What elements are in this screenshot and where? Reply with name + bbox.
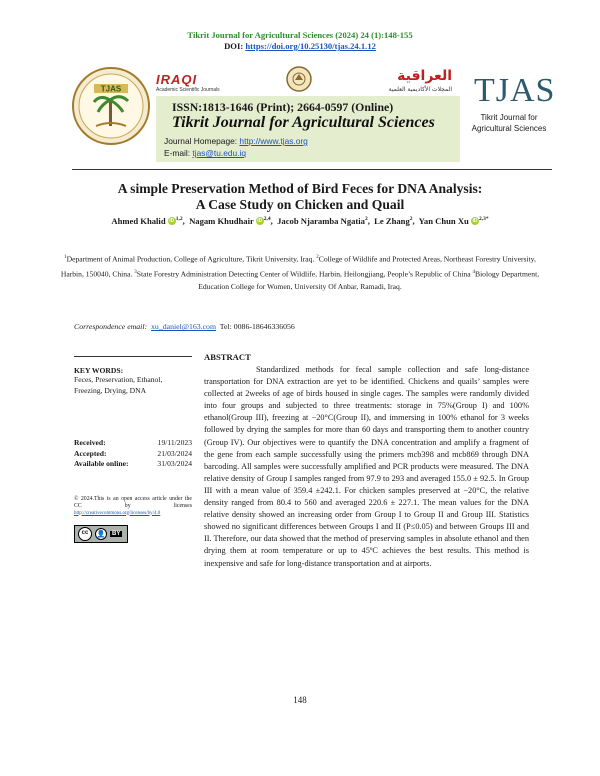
affiliations (60, 251, 540, 293)
received-date: 19/11/2023 (157, 438, 192, 447)
accepted-date: 21/03/2024 (157, 448, 192, 458)
homepage-link[interactable]: http://www.tjas.org (239, 136, 308, 146)
orcid-icon[interactable]: iD (169, 218, 175, 224)
issn-line: ISSN:1813-1646 (Print); 2664-0597 (Online) (172, 100, 394, 114)
online-date: 31/03/2024 (157, 459, 192, 468)
journal-citation-line: Tikrit Journal for Agricultural Sciences (2024) 24 (1):148-155 (187, 30, 413, 40)
email-label: E-mail: (164, 148, 193, 158)
abstract-section (204, 352, 529, 570)
paper-title-line-2: A Case Study on Chicken and Quail (195, 197, 405, 212)
author-name: Jacob Njaramba Ngatia (277, 216, 365, 226)
keywords-title: KEY WORDS: (74, 366, 124, 375)
iraqi-logo-text: IRAQI (156, 72, 198, 87)
journal-homepage (164, 136, 308, 146)
arabic-logo-subtitle: المجلات الأكاديمية العلمية (388, 86, 452, 93)
author-affiliation: 2 (364, 216, 368, 223)
paper-title-line-1: A simple Preservation Method of Bird Feces for DNA Analysis: (117, 181, 483, 196)
license-link[interactable]: http://creativecommons.org/licenses/by/4.0 (74, 510, 161, 516)
abstract-body: Standardized methods for fecal sample collection and safe long-distance transportation for DNA extraction are yet to be identified. Chickens and quails’ samples were collected at 2weeks of age of birds housed in single cages. The samples were randomly divided into four groups and subjected to three treatments: storage in 75%(Group I) and 100% ethanol(Group III), freezing at −20°C(Group II), and immersing in 100% ethanol for 3 weeks followed by drying the samples for more than 60 days and transporting them to another country (Group IV). Our objectives were to quantify the DNA concentration and amplify a fragment of the gene from each sample successfully using the primers mcb398 and mcb869 through DNA barcoding. All samples were successfully amplified and PCR products were measured. The DNA relative density of Group I samples ranged from 97.9 to 293 and averaged 155.0 ± 92.5. In Group III with a mean value of 359.4 ±242.1. For chicken samples preserved at −20°C, the relative density ranged from 80.4 to 560 and averaged 220.6 ± 227.1. The mean values for the DNA relative density showed an increasing order from Group I to Group II and Group III. Statistics showed no significant differences between Groups I and II (P≤0.05) and between Groups III and II. Therefore, our data showed that the method of preserving samples in absolute ethanol and then drying them at room temperature or up to 45ºC achieves the best results. This method is inexpensive and safe for long-distance transportation and at airports. (204, 365, 529, 568)
received-label: Received (74, 438, 104, 447)
by-label: BY (112, 530, 121, 537)
correspondence-label: Correspondence email: (74, 322, 148, 331)
journal-email (164, 148, 246, 158)
tjas-brand-subtitle: Tikrit Journal for Agricultural Sciences (471, 113, 547, 133)
author-name: Ahmed Khalid (111, 216, 166, 226)
doi-prefix: DOI: (224, 41, 246, 51)
affiliation-text: Department of Animal Production, College of Agriculture, Tikrit University, Iraq. (66, 254, 317, 264)
masthead-journal-title: Tikrit Journal for Agricultural Sciences (172, 114, 435, 131)
tjas-brand: TJAS (474, 72, 556, 109)
tjas-logo-icon (72, 62, 150, 150)
affiliation-number: 1 (64, 255, 67, 260)
author-name: Le Zhang (374, 216, 410, 226)
license-statement: © 2024.This is an open access article under the CC by licenses (74, 495, 192, 509)
author-affiliation: 2 (409, 216, 413, 223)
online-row (74, 459, 192, 470)
article-info-sidebar (74, 356, 192, 543)
online-label: Available online: (74, 459, 129, 468)
author-affiliation: 2,3* (478, 216, 489, 223)
correspondence-tel: Tel: 0086-18646336056 (219, 322, 295, 331)
iraqi-logo-subtitle: Academic Scientific Journals (156, 87, 220, 93)
received-row: Received: 19/11/2023 (74, 438, 192, 447)
affiliation-number: 2 (316, 255, 319, 260)
cc-icon: cc (78, 527, 92, 541)
page-number: 148 (293, 695, 307, 705)
accepted-row: Accepted: 21/03/2024 (74, 448, 192, 458)
affiliation-text: Biology Department, Education College for Women, University Of Anbar, Ramadi, Iraq. (198, 269, 540, 292)
affiliation-number: 3 (134, 269, 137, 275)
arabic-logo-text: العراقية (397, 68, 452, 84)
journal-masthead (72, 56, 556, 170)
author-name: Nagam Khudhair (189, 216, 254, 226)
author-affiliation: 2,4 (263, 216, 271, 223)
affiliation-text: State Forestry Administration Detecting Center of Wildlife, Harbin, Heilongjiang, People’s Republic of China (136, 269, 473, 279)
author-affiliation: 1,2 (175, 216, 183, 223)
author-name: Yan Chun Xu (418, 216, 469, 226)
logo-text: TJAS (100, 84, 122, 94)
orcid-icon[interactable]: iD (472, 218, 478, 224)
accepted-label: Accepted (74, 448, 104, 458)
correspondence-email-link[interactable]: xu_daniel@163.com (151, 322, 217, 331)
license-text (74, 496, 192, 517)
doi-link[interactable]: https://doi.org/10.25130/tjas.24.1.12 (245, 41, 376, 51)
abstract-title: ABSTRACT (204, 352, 251, 362)
cc-by-license-badge[interactable] (74, 525, 128, 543)
paper-title (0, 181, 600, 213)
keywords-text: Feces, Preservation, Ethanol, Freezing, Drying, DNA (74, 375, 163, 395)
university-seal-icon (286, 66, 312, 92)
affiliation-number: 4 (472, 269, 475, 275)
affiliation-text: College of Wildlife and Protected Areas, Northeast Forestry University, Harbin, 150040, China. (60, 254, 536, 279)
homepage-label: Journal Homepage: (164, 136, 240, 146)
article-dates (74, 438, 192, 470)
author-list: Ahmed Khalid iD $^{1,2}$, Nagam Khudhair iD $^{2,4}$, Jacob Njaramba Ngatia$^2$, Le Zhang$^2$, Yan Chun Xu iD $^{2,3*}$ (111, 216, 489, 226)
email-link[interactable]: tjas@tu.edu.iq (192, 148, 247, 158)
iraqi-journals-logo (156, 72, 220, 93)
doi-line (0, 41, 600, 51)
correspondence-line (74, 322, 295, 331)
orcid-icon[interactable]: iD (257, 218, 263, 224)
person-icon: 👤 (96, 529, 106, 538)
